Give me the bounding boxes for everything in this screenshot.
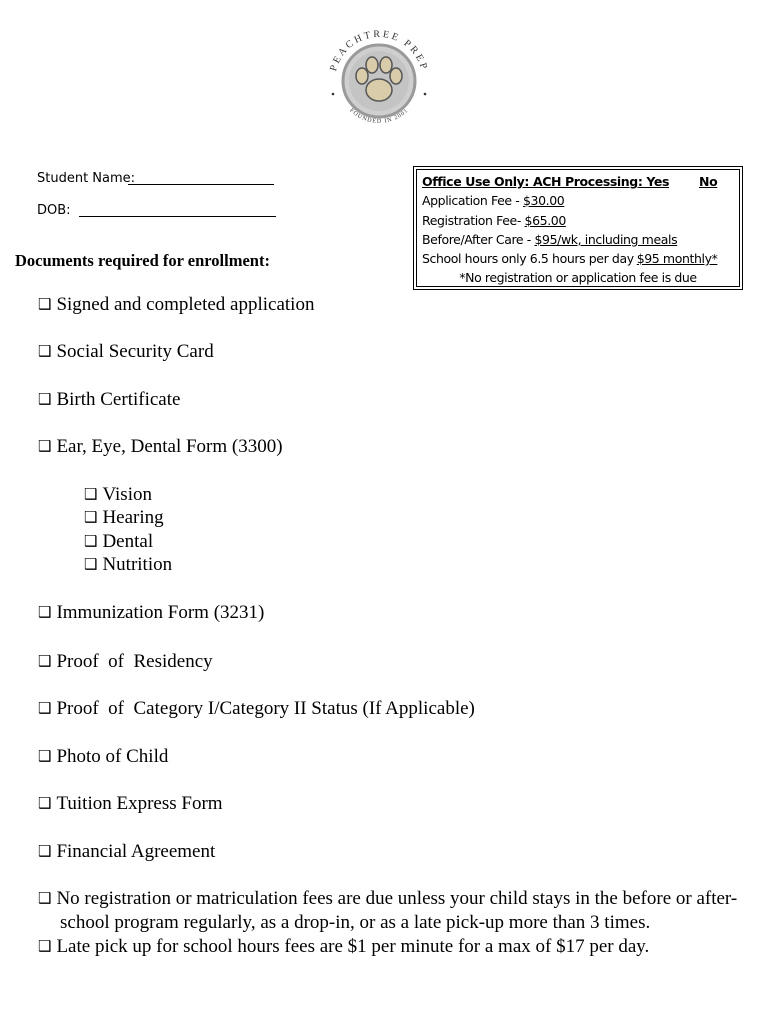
checkbox-icon: ❑ xyxy=(38,652,52,670)
checkbox-icon: ❑ xyxy=(38,437,52,455)
application-fee-value: $30.00 xyxy=(522,193,565,209)
checkbox-icon: ❑ xyxy=(38,699,52,717)
school-logo xyxy=(322,24,436,138)
doc-item-photo[interactable] xyxy=(38,745,168,769)
checkbox-icon: ❑ xyxy=(38,390,52,408)
dob-field[interactable] xyxy=(79,216,276,217)
student-name-label: Student Name: xyxy=(37,171,136,186)
school-hours-label: School hours only 6.5 hours per day xyxy=(422,251,634,267)
checkbox-icon: ❑ xyxy=(38,747,52,765)
note-label: No registration or matriculation fees are due unless your child stays in the before or after-school program regularly, as a drop-in, or as a late pick-up more than 3 times. xyxy=(56,888,738,933)
ach-no-option: No xyxy=(699,174,718,189)
checkbox-icon: ❑ xyxy=(38,295,52,313)
sub-item-vision[interactable] xyxy=(84,483,152,507)
sub-item-label: Nutrition xyxy=(102,554,173,575)
application-fee-label: Application Fee - xyxy=(422,193,523,209)
doc-item-category-status[interactable] xyxy=(38,697,475,721)
doc-item-ear-eye-dental[interactable] xyxy=(38,435,283,459)
ach-processing-line xyxy=(422,172,739,191)
ach-label: Office Use Only: ACH Processing: Yes xyxy=(422,174,670,189)
school-hours-value: $95 monthly* xyxy=(636,251,718,267)
care-fee-value: $95/wk, including meals xyxy=(534,231,678,247)
checkbox-icon: ❑ xyxy=(38,889,52,907)
doc-item-label: Financial Agreement xyxy=(56,841,216,862)
doc-item-label: Proof of Residency xyxy=(56,651,213,672)
doc-item-label: Signed and completed application xyxy=(56,294,315,315)
fee-note: *No registration or application fee is due xyxy=(459,270,697,286)
doc-item-label: Birth Certificate xyxy=(56,389,181,410)
doc-item-birth-certificate[interactable] xyxy=(38,388,180,412)
sub-item-label: Dental xyxy=(102,531,154,552)
doc-item-label: Ear, Eye, Dental Form (3300) xyxy=(56,436,283,457)
doc-item-financial-agreement[interactable] xyxy=(38,840,215,864)
checkbox-icon: ❑ xyxy=(38,603,52,621)
sub-item-label: Vision xyxy=(102,484,152,505)
registration-fee-value: $65.00 xyxy=(524,212,566,228)
application-fee-line xyxy=(422,191,739,210)
checkbox-icon: ❑ xyxy=(38,342,52,360)
registration-fee-line xyxy=(422,211,739,230)
care-fee-line xyxy=(422,230,739,249)
sub-item-dental[interactable] xyxy=(84,530,153,554)
dob-label: DOB: xyxy=(37,203,71,218)
documents-heading: Documents required for enrollment: xyxy=(15,251,270,270)
doc-item-tuition-express[interactable] xyxy=(38,792,223,816)
sub-item-nutrition[interactable] xyxy=(84,553,172,577)
checkbox-icon: ❑ xyxy=(84,555,98,573)
doc-item-label: Tuition Express Form xyxy=(56,793,223,814)
doc-item-label: Proof of Category I/Category II Status (If Applicable) xyxy=(56,698,475,719)
checkbox-icon: ❑ xyxy=(38,794,52,812)
student-name-field[interactable] xyxy=(128,184,274,185)
school-hours-line xyxy=(422,249,739,268)
care-fee-label: Before/After Care - xyxy=(422,231,535,247)
doc-item-label: Photo of Child xyxy=(56,746,169,767)
doc-item-application[interactable] xyxy=(38,293,314,317)
doc-item-label: Immunization Form (3231) xyxy=(56,602,265,623)
checkbox-icon: ❑ xyxy=(38,842,52,860)
doc-item-label: Social Security Card xyxy=(56,341,214,362)
note-label: Late pick up for school hours fees are $1 per minute for a max of $17 per day. xyxy=(56,936,650,957)
office-use-box xyxy=(413,166,743,290)
doc-item-social-security[interactable] xyxy=(38,340,214,364)
checkbox-icon: ❑ xyxy=(84,532,98,550)
registration-fee-label: Registration Fee- xyxy=(422,212,525,228)
sub-item-hearing[interactable] xyxy=(84,506,164,530)
checkbox-icon: ❑ xyxy=(38,937,52,955)
checkbox-icon: ❑ xyxy=(84,508,98,526)
checkbox-icon: ❑ xyxy=(84,485,98,503)
note-registration-fees[interactable] xyxy=(38,887,760,934)
sub-item-label: Hearing xyxy=(102,507,164,528)
logo-text-bottom: FOUNDED IN 2001 xyxy=(348,107,410,125)
doc-item-immunization[interactable] xyxy=(38,601,264,625)
note-late-pickup[interactable] xyxy=(38,935,649,959)
doc-item-residency[interactable] xyxy=(38,650,213,674)
logo-text-top: PEACHTREE PREP xyxy=(328,28,430,73)
